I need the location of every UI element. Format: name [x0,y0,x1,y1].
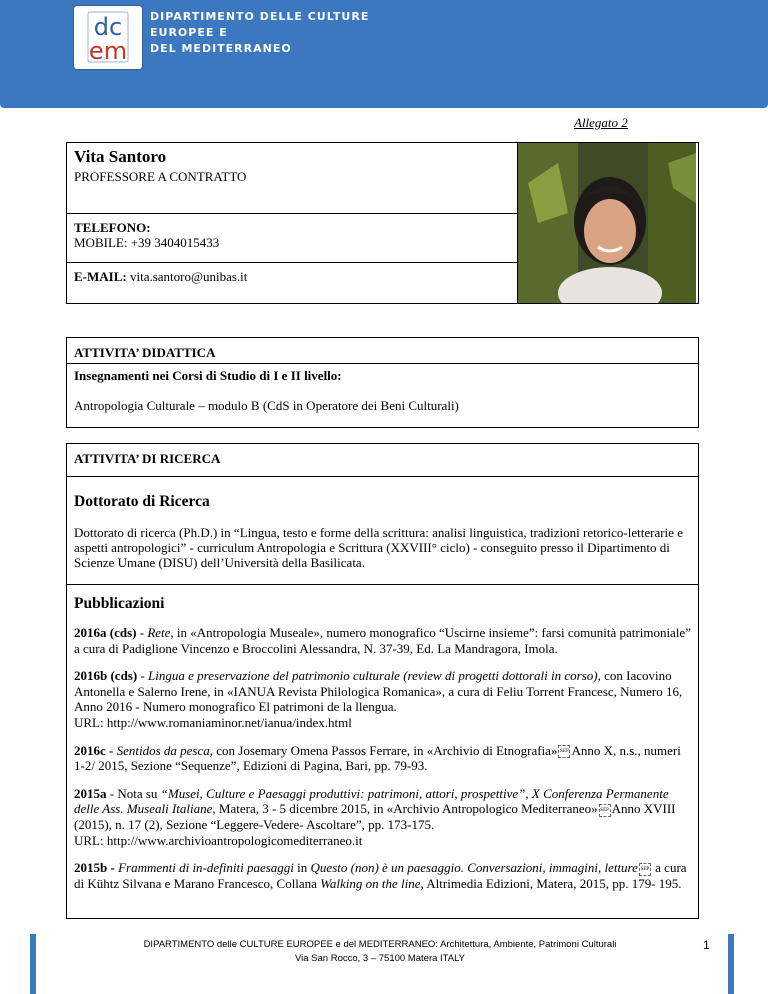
phone-block [67,213,517,262]
pub-url[interactable]: URL: http://www.romaniaminor.net/ianua/index.html [74,714,352,730]
pub-title-3: Walking on the line [320,875,421,891]
mobile-number: MOBILE: +39 3404015433 [74,235,220,250]
pub-title: “Musei, Culture e Paesaggi produttivi: patrimoni, attori, prospettive”, X Conferenza Permanente delle Ass. Museali Italiane, [74,785,669,817]
didattica-subtitle: Insegnamenti nei Corsi di Studio di I e II livello: [74,368,342,383]
logo-em: em [88,37,128,65]
pub-sep: - [136,625,148,640]
photo-cell [518,143,699,304]
footer-bar-right [728,934,734,994]
pub-item [67,625,698,668]
profile-info-cell [67,143,518,304]
profile-table [66,142,699,304]
email-block [67,262,517,301]
ricerca-section [66,443,699,919]
ricerca-title: ATTIVITA’ DI RICERCA [67,444,698,477]
dottorato-text: Dottorato di ricerca (Ph.D.) in “Lingua, testo e forme della scrittura: analisi linguistica, tradizioni retorico-letterarie e aspetti antropologici” - curriculum Antropologia e Scrittura (XXVIII° ciclo) - conseguito presso il Dipartimento di Scienze Umane (DISU) dell’Università della Basilicata. [74,525,683,570]
didattica-title: ATTIVITA’ DIDATTICA [74,345,216,360]
pub-title: Sentidos da pesca, [116,742,214,758]
pub-rest-2: Anno XVIII (2015), n. 17 (2), Sezione “Leggere-Vedere- Ascoltare”, pp. 173-175. [74,801,676,832]
pub-id: 2015a [74,785,107,801]
profile-photo [518,143,696,303]
email-address: vita.santoro@unibas.it [129,269,248,284]
pub-id: 2016c - [74,742,114,758]
dept-line-2: EUROPEE E [150,26,228,39]
pub-sep: - [137,668,149,684]
pub-item [67,860,698,903]
pub-rest: Matera, 3 - 5 dicembre 2015, in «Archivio Antropologico Mediterraneo» [215,801,598,817]
pub-title: Lingua e preservazione del patrimonio culturale (review di progetti dottorali in corso) [148,668,598,684]
pub-title: Frammenti di in-definiti paesaggi [118,860,294,876]
pubblicazioni-section [67,584,698,903]
pub-rest-2: Anno X, n.s., numeri 1-2/ 2015, Sezione “Sequenze”, Edizioni di Pagina, Bari, pp. 79-93. [74,742,681,774]
pub-item [67,668,698,742]
didattica-section [66,337,699,428]
page-number: 1 [703,938,710,952]
pubblicazioni-title: Pubblicazioni [74,595,165,612]
sep-glyph-icon: SEP [558,745,570,758]
pub-rest: , con Iacovino Antonella e Salerno Irene, in «IANUA Revista Philologica Romanica», a cura di Feliu Torrent Francesc, Numero 16, Anno 2016 - Numero monografico El patrimoni de la llengua. [74,668,683,715]
sep-glyph-icon: SEP [599,804,611,817]
pub-sep: - Nota su [106,785,161,801]
pub-rest: con Josemary Omena Passos Ferrare, in «Archivio di Etnografia» [213,742,558,758]
page-header [0,0,768,108]
didattica-course: Antropologia Culturale – modulo B (CdS in Operatore dei Beni Culturali) [74,398,459,413]
dept-line-1: DIPARTIMENTO DELLE CULTURE [150,10,370,23]
pub-title: Rete, [147,625,174,640]
logo-dc: dc [93,13,123,41]
pub-rest-3: , Altrimedia Edizioni, Matera, 2015, pp. 179- 195. [420,875,682,891]
pub-rest: in «Antropologia Museale», numero monografico “Uscirne insieme”: farsi comunità patrimoniale” a cura di Padiglione Vincenzo e Broccolini Alessandra, N. 37-39, Ed. La Mandragora, Imola. [74,625,691,656]
didattica-body [67,363,698,427]
pub-title-2: Questo (non) è un paesaggio. Conversazioni, immagini, letture [310,860,638,876]
pub-id: 2016b (cds) [74,668,138,684]
footer-line-1: DIPARTIMENTO delle CULTURE EUROPEE e del MEDITERRANEO: Architettura, Ambiente, Patrimoni Culturali [143,939,617,950]
pub-id: 2015b - [74,860,115,876]
dcem-logo-icon [74,6,142,69]
pub-item [67,743,698,786]
footer-bar-left [30,934,36,994]
dcem-logo [74,6,142,69]
pub-item [67,786,698,860]
pub-id: 2016a (cds) [74,625,137,640]
pub-url[interactable]: URL: http://www.archivioantropologicomediterraneo.it [74,832,363,848]
page-footer [60,938,700,966]
pub-rest: in [293,860,311,876]
allegato-label: Allegato 2 [574,115,628,130]
email-label: E-MAIL: [74,269,127,284]
person-role: PROFESSORE A CONTRATTO [74,169,247,184]
footer-line-2: Via San Rocco, 3 – 75100 Matera ITALY [294,953,466,964]
sep-glyph-icon: SEP [639,863,651,876]
dottorato-title: Dottorato di Ricerca [74,493,210,510]
department-title [150,9,369,57]
pub-rest-2: a cura di Kühtz Silvana e Marano Francesco, Collana [74,860,687,891]
person-name: Vita Santoro [74,147,167,166]
phone-label: TELEFONO: [74,220,151,235]
dept-line-3: DEL MEDITERRANEO [150,42,292,55]
